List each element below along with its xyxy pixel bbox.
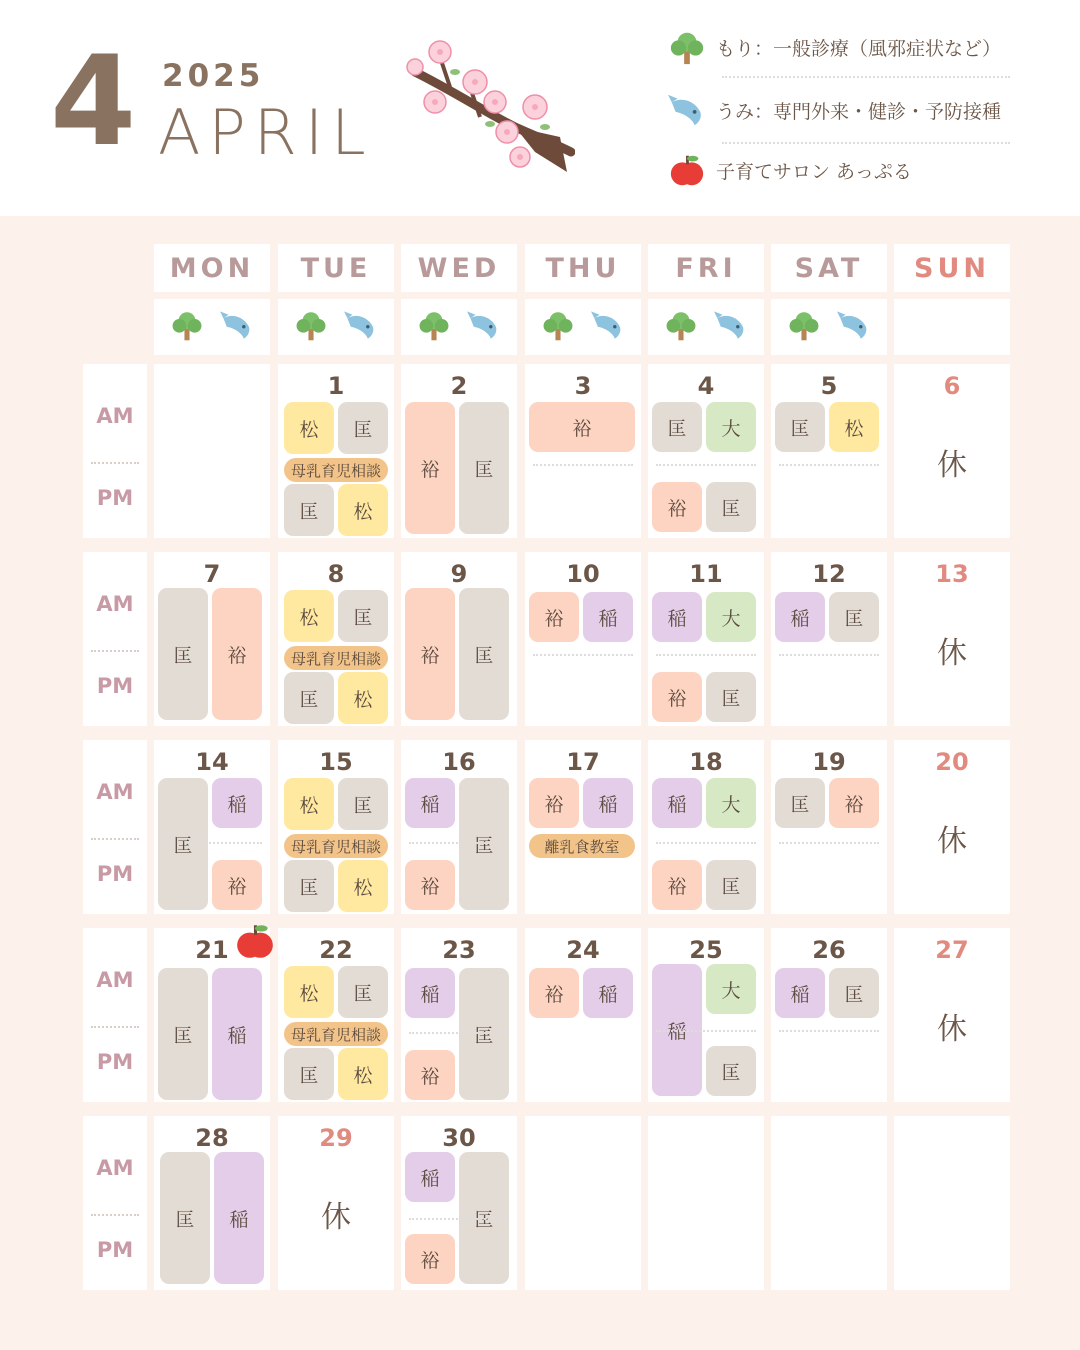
day-cell <box>401 552 517 726</box>
day-number: 11 <box>689 560 723 588</box>
doctor-yu-tag: 裕 <box>405 402 455 534</box>
legend-item-mori <box>668 27 1001 67</box>
weekday-icons <box>278 299 394 355</box>
day-number: 23 <box>442 936 476 964</box>
weekday-tue: TUE <box>278 244 394 292</box>
weekday-icons <box>771 299 887 355</box>
legend-text: 子育てサロン あっぷる <box>716 160 912 183</box>
day-number: 24 <box>566 936 600 964</box>
am-pm-divider <box>91 1026 139 1028</box>
am-pm-label <box>83 1116 147 1290</box>
day-cell <box>894 552 1010 726</box>
am-label: AM <box>96 780 134 804</box>
day-cell <box>894 364 1010 538</box>
doctor-ku-tag: 匡 <box>706 482 756 532</box>
doctor-ku-tag: 匡 <box>829 592 879 642</box>
doctor-yu-tag: 裕 <box>405 1050 455 1100</box>
doctor-ku-tag: 匡 <box>706 860 756 910</box>
doctor-ku-tag: 匡 <box>338 778 388 830</box>
doctor-in-tag: 稲 <box>652 964 702 1096</box>
doctor-da-tag: 大 <box>706 778 756 828</box>
weekday-icons <box>648 299 764 355</box>
fish-icon <box>668 91 706 129</box>
doctor-ku-tag: 匡 <box>775 778 825 828</box>
doctor-yu-tag: 裕 <box>652 482 702 532</box>
doctor-ku-tag: 匡 <box>284 860 334 912</box>
doctor-in-tag: 稲 <box>212 968 262 1100</box>
tree-icon <box>294 308 328 346</box>
calendar-header <box>0 0 1080 216</box>
weekday-icons <box>401 299 517 355</box>
am-pm-divider <box>91 462 139 464</box>
day-cell <box>648 1116 764 1290</box>
am-pm-divider <box>779 842 879 844</box>
day-number: 7 <box>203 560 221 588</box>
doctor-yu-tag: 裕 <box>405 1234 455 1284</box>
am-pm-divider <box>91 650 139 652</box>
am-label: AM <box>96 1156 134 1180</box>
day-cell <box>278 364 394 538</box>
legend-divider <box>722 76 1010 78</box>
day-number: 29 <box>319 1124 353 1152</box>
tree-icon <box>664 308 698 346</box>
am-pm-divider <box>656 654 756 656</box>
day-number: 15 <box>319 748 353 776</box>
weekday-wed: WED <box>401 244 517 292</box>
am-pm-divider <box>409 842 509 844</box>
am-pm-divider <box>409 1218 509 1220</box>
fish-icon <box>714 308 748 346</box>
day-cell <box>771 740 887 914</box>
doctor-yu-tag: 裕 <box>529 778 579 828</box>
legend-text: うみ：専門外来・健診・予防接種 <box>716 100 1002 123</box>
day-number: 21 <box>195 936 229 964</box>
day-cell <box>771 364 887 538</box>
am-label: AM <box>96 404 134 428</box>
am-pm-label <box>83 928 147 1102</box>
day-cell <box>525 364 641 538</box>
am-pm-label <box>83 552 147 726</box>
doctor-ma-tag: 松 <box>284 590 334 642</box>
day-number: 4 <box>697 372 715 400</box>
am-pm-label <box>83 740 147 914</box>
day-cell <box>154 1116 270 1290</box>
doctor-ku-tag: 匡 <box>459 968 509 1100</box>
doctor-yu-tag: 裕 <box>652 860 702 910</box>
apple-icon <box>234 920 276 962</box>
doctor-ma-tag: 松 <box>338 672 388 724</box>
closed-label: 休 <box>937 1012 967 1047</box>
pm-label: PM <box>96 1050 134 1074</box>
day-number: 18 <box>689 748 723 776</box>
fish-icon <box>591 308 625 346</box>
doctor-yu-tag: 裕 <box>405 860 455 910</box>
fish-icon <box>467 308 501 346</box>
day-cell <box>401 928 517 1102</box>
doctor-ma-tag: 松 <box>284 402 334 454</box>
doctor-ku-tag: 匡 <box>284 1048 334 1100</box>
doctor-in-tag: 稲 <box>652 778 702 828</box>
doctor-ku-tag: 匡 <box>158 588 208 720</box>
pm-label: PM <box>96 674 134 698</box>
doctor-in-tag: 稲 <box>405 778 455 828</box>
doctor-ku-tag: 匡 <box>158 968 208 1100</box>
doctor-da-tag: 大 <box>706 592 756 642</box>
day-cell <box>771 1116 887 1290</box>
doctor-ku-tag: 匡 <box>459 1152 509 1284</box>
doctor-in-tag: 稲 <box>212 778 262 828</box>
fish-icon <box>344 308 378 346</box>
day-cell <box>154 552 270 726</box>
day-number: 30 <box>442 1124 476 1152</box>
doctor-in-tag: 稲 <box>775 592 825 642</box>
doctor-ma-tag: 松 <box>829 402 879 452</box>
doctor-ku-tag: 匡 <box>829 968 879 1018</box>
breastfeeding-consult-pill: 母乳育児相談 <box>284 646 388 670</box>
fish-icon <box>837 308 871 346</box>
day-number: 22 <box>319 936 353 964</box>
tree-icon <box>787 308 821 346</box>
closed-label: 休 <box>937 636 967 671</box>
am-pm-divider <box>533 464 633 466</box>
doctor-ku-tag: 匡 <box>652 402 702 452</box>
day-number: 13 <box>935 560 969 588</box>
doctor-da-tag: 大 <box>706 964 756 1014</box>
day-number: 19 <box>812 748 846 776</box>
breastfeeding-consult-pill: 母乳育児相談 <box>284 834 388 858</box>
day-number: 9 <box>450 560 468 588</box>
day-number: 6 <box>943 372 961 400</box>
am-pm-divider <box>91 838 139 840</box>
month-number: 4 <box>50 30 137 174</box>
day-cell <box>525 1116 641 1290</box>
doctor-yu-tag: 裕 <box>212 588 262 720</box>
am-pm-divider <box>656 842 756 844</box>
doctor-ku-tag: 匡 <box>158 778 208 910</box>
day-cell <box>278 1116 394 1290</box>
day-number: 17 <box>566 748 600 776</box>
doctor-ku-tag: 匡 <box>775 402 825 452</box>
doctor-yu-tag: 裕 <box>529 592 579 642</box>
doctor-ku-tag: 匡 <box>338 402 388 454</box>
pm-label: PM <box>96 862 134 886</box>
year-label: 2025 <box>162 58 265 94</box>
apple-icon <box>668 151 706 189</box>
legend-item-apple <box>668 150 912 190</box>
doctor-in-tag: 稲 <box>405 1152 455 1202</box>
day-cell <box>648 740 764 914</box>
doctor-ku-tag: 匡 <box>284 484 334 536</box>
day-number: 28 <box>195 1124 229 1152</box>
weekday-sat: SAT <box>771 244 887 292</box>
day-number: 26 <box>812 936 846 964</box>
tree-icon <box>541 308 575 346</box>
weekday-icons <box>154 299 270 355</box>
day-cell <box>154 364 270 538</box>
day-number: 3 <box>574 372 592 400</box>
day-cell <box>525 740 641 914</box>
day-number: 8 <box>327 560 345 588</box>
day-number: 20 <box>935 748 969 776</box>
day-number: 12 <box>812 560 846 588</box>
doctor-ku-tag: 匡 <box>338 966 388 1018</box>
doctor-yu-tag: 裕 <box>652 672 702 722</box>
doctor-yu-tag: 裕 <box>829 778 879 828</box>
doctor-yu-tag: 裕 <box>405 588 455 720</box>
am-pm-divider <box>656 464 756 466</box>
tree-icon <box>417 308 451 346</box>
doctor-ku-tag: 匡 <box>160 1152 210 1284</box>
am-pm-divider <box>162 842 262 844</box>
day-cell <box>278 552 394 726</box>
weekday-icons <box>894 299 1010 355</box>
fish-icon <box>220 308 254 346</box>
pm-label: PM <box>96 486 134 510</box>
doctor-yu-tag: 裕 <box>529 968 579 1018</box>
day-number: 27 <box>935 936 969 964</box>
tree-icon <box>170 308 204 346</box>
am-pm-label <box>83 364 147 538</box>
doctor-ma-tag: 松 <box>284 966 334 1018</box>
doctor-ku-tag: 匡 <box>459 588 509 720</box>
breastfeeding-consult-pill: 母乳育児相談 <box>284 458 388 482</box>
am-pm-divider <box>91 1214 139 1216</box>
day-cell <box>278 928 394 1102</box>
day-cell <box>401 740 517 914</box>
day-cell <box>648 552 764 726</box>
doctor-ku-tag: 匡 <box>459 778 509 910</box>
day-cell <box>648 928 764 1102</box>
am-pm-divider <box>409 1032 509 1034</box>
doctor-in-tag: 稲 <box>583 968 633 1018</box>
doctor-ma-tag: 松 <box>338 484 388 536</box>
day-cell <box>154 740 270 914</box>
doctor-yu-tag: 裕 <box>212 860 262 910</box>
weaning-class-pill: 離乳食教室 <box>529 834 635 858</box>
day-cell <box>894 1116 1010 1290</box>
doctor-in-tag: 稲 <box>583 592 633 642</box>
doctor-ku-tag: 匡 <box>706 1046 756 1096</box>
am-pm-divider <box>656 1030 756 1032</box>
day-cell <box>278 740 394 914</box>
doctor-da-tag: 大 <box>706 402 756 452</box>
doctor-in-tag: 稲 <box>214 1152 264 1284</box>
closed-label: 休 <box>937 824 967 859</box>
day-number: 1 <box>327 372 345 400</box>
legend-divider <box>722 142 1010 144</box>
doctor-ku-tag: 匡 <box>284 672 334 724</box>
breastfeeding-consult-pill: 母乳育児相談 <box>284 1022 388 1046</box>
day-cell <box>771 552 887 726</box>
weekday-icons <box>525 299 641 355</box>
doctor-in-tag: 稲 <box>405 968 455 1018</box>
doctor-ku-tag: 匡 <box>459 402 509 534</box>
doctor-in-tag: 稲 <box>652 592 702 642</box>
doctor-ma-tag: 松 <box>284 778 334 830</box>
closed-label: 休 <box>321 1200 351 1235</box>
doctor-ma-tag: 松 <box>338 860 388 912</box>
closed-label: 休 <box>937 448 967 483</box>
day-cell <box>648 364 764 538</box>
day-number: 2 <box>450 372 468 400</box>
doctor-yu-tag: 裕 <box>529 402 635 452</box>
day-number: 14 <box>195 748 229 776</box>
day-number: 16 <box>442 748 476 776</box>
weekday-mon: MON <box>154 244 270 292</box>
day-number: 25 <box>689 936 723 964</box>
weekday-sun: SUN <box>894 244 1010 292</box>
day-cell <box>401 364 517 538</box>
weekday-thu: THU <box>525 244 641 292</box>
month-name: APRIL <box>158 96 374 169</box>
legend-item-umi <box>668 90 1001 130</box>
day-cell <box>525 552 641 726</box>
legend-text: もり：一般診療（風邪症状など） <box>716 37 1002 60</box>
day-cell <box>771 928 887 1102</box>
am-pm-divider <box>779 464 879 466</box>
day-cell <box>401 1116 517 1290</box>
doctor-ku-tag: 匡 <box>338 590 388 642</box>
am-pm-divider <box>779 654 879 656</box>
am-pm-divider <box>779 1030 879 1032</box>
doctor-in-tag: 稲 <box>775 968 825 1018</box>
day-number: 10 <box>566 560 600 588</box>
am-label: AM <box>96 968 134 992</box>
am-label: AM <box>96 592 134 616</box>
doctor-ma-tag: 松 <box>338 1048 388 1100</box>
day-cell <box>894 928 1010 1102</box>
weekday-fri: FRI <box>648 244 764 292</box>
day-cell <box>894 740 1010 914</box>
doctor-in-tag: 稲 <box>583 778 633 828</box>
day-cell <box>525 928 641 1102</box>
doctor-ku-tag: 匡 <box>706 672 756 722</box>
tree-icon <box>668 28 706 66</box>
day-number: 5 <box>820 372 838 400</box>
pm-label: PM <box>96 1238 134 1262</box>
am-pm-divider <box>533 654 633 656</box>
cherry-blossom-icon <box>395 32 575 177</box>
